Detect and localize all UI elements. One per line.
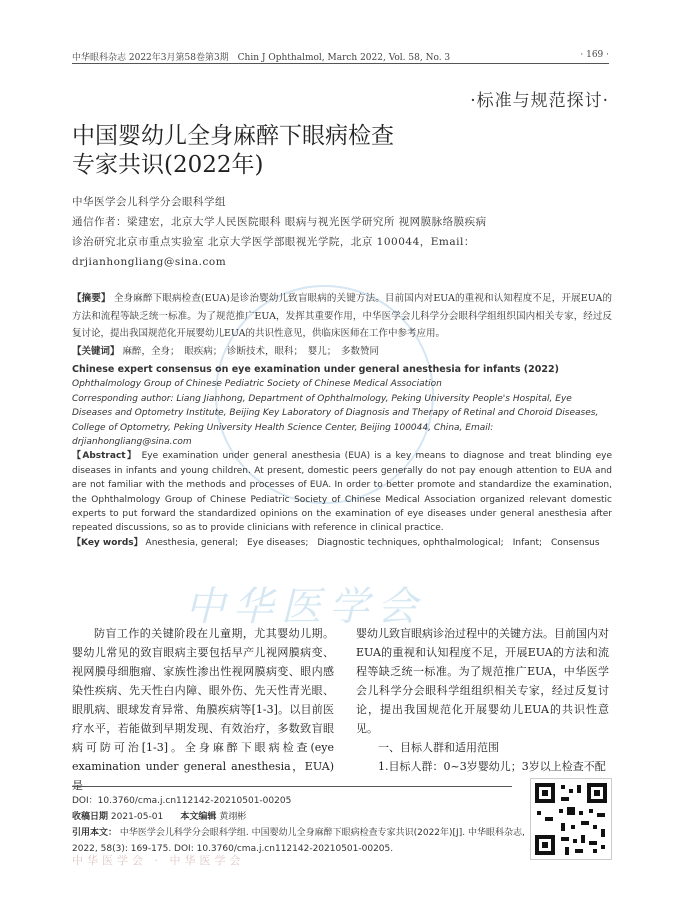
received-label: 收稿日期 (72, 812, 109, 822)
english-corresponding: Corresponding author: Liang Jianhong, Department of Ophthalmology, Peking University People's Hospital, Eye Diseases and Optometry Institute, Beijing Key Laboratory of Diagnosis and Therapy of Retinal and Choroid Diseases, College of Optometry, Peking University Health Science Center, Beijing 100044, China, Email: drjianhongliang@sina.com (72, 393, 599, 448)
org-line-3: 诊治研究北京市重点实验室 北京大学医学部眼视光学院，北京 100044，Email： (72, 236, 475, 248)
author-affiliation (72, 192, 612, 272)
page-number: · 169 · (580, 50, 609, 60)
abstract-label: 【摘要】 (72, 293, 111, 304)
article-title (72, 122, 394, 180)
cite-label: 引用本文： (72, 828, 118, 838)
section-heading: 一、目标人群和适用范围 (378, 741, 499, 754)
english-keywords-text: Anesthesia, general; Eye diseases; Diagnostic techniques, ophthalmological; Infant; Consensus (145, 537, 600, 548)
running-header: 中华眼科杂志 2022年3月第58卷第3期 Chin J Ophthalmol, March 2022, Vol. 58, No. 3 (72, 53, 451, 63)
body-column-right (356, 624, 609, 776)
body-paragraph: 1.目标人群：0~3岁婴幼儿；3岁以上检查不配 (378, 760, 606, 773)
title-line-2: 专家共识(2022年) (72, 152, 264, 178)
org-email[interactable]: drjianhongliang@sina.com (72, 256, 227, 268)
calligraphy-watermark: 中华医学会 (185, 584, 425, 630)
english-group: Ophthalmology Group of Chinese Pediatric Society of Chinese Medical Association (72, 379, 442, 390)
editor-name: 黄翊彬 (219, 812, 247, 822)
keywords-text: 麻醉，全身； 眼疾病； 诊断技术，眼科； 婴儿； 多数赞同 (122, 345, 380, 357)
english-keywords-label: 【Key words】 (72, 537, 143, 548)
section-tag: ·标准与规范探讨· (470, 91, 609, 111)
title-line-1: 中国婴幼儿全身麻醉下眼病检查 (72, 123, 394, 149)
english-abstract-label: 【Abstract】 (72, 451, 138, 462)
citation: 中华医学会儿科学分会眼科学组. 中国婴幼儿全身麻醉下眼病检查专家共识(2022年)[J]. 中华眼科杂志, 2022, 58(3): 169-175. DOI: 10.3760/cma.j.cn112142-20210501-00205. (72, 828, 525, 854)
abstract-chinese (72, 290, 612, 360)
abstract-text: 全身麻醉下眼病检查(EUA)是诊治婴幼儿致盲眼病的关键方法。目前国内对EUA的重视和认知程度不足，开展EUA的方法和流程等缺乏统一标准。为了规范推广EUA，发挥其重要作用，中华医学会儿科学分会眼科学组组织国内相关专家，经过反复讨论，提出我国规范化开展婴幼儿EUA的共识性意见，供临床医师在工作中参考应用。 (72, 293, 612, 339)
org-line-1: 中华医学会儿科学分会眼科学组 (72, 196, 226, 208)
org-line-2: 通信作者：梁建宏，北京大学人民医院眼科 眼病与视光医学研究所 视网膜脉络膜疾病 (72, 216, 487, 228)
editor-label: 本文编辑 (180, 812, 217, 822)
body-paragraph: 防盲工作的关键阶段在儿童期，尤其婴幼儿期。婴幼儿常见的致盲眼病主要包括早产儿视网膜病变、视网膜母细胞瘤、家族性渗出性视网膜病变、眼内感染性疾病、先天性白内障、眼外伤、先天性青光眼、眼肌病、眼球发育异常、角膜疾病等[1-3]。以目前医疗水平，若能做到早期发现、有效治疗，多数致盲眼病可防可治[1-3]。全身麻醉下眼病检查(eye examination under general anesthesia，EUA)是 (72, 627, 334, 792)
article-metadata (72, 793, 527, 857)
body-paragraph: 婴幼儿致盲眼病诊治过程中的关键方法。目前国内对EUA的重视和认知程度不足，开展EUA的方法和流程等缺乏统一标准。为了规范推广EUA，中华医学会儿科学分会眼科学组组织相关专家，经过反复讨论，提出我国规范化开展婴幼儿EUA的共识性意见。 (356, 627, 609, 735)
received-date: 2021-05-01 (110, 812, 164, 822)
english-abstract-text: Eye examination under general anesthesia (EUA) is a key means to diagnose and treat blinding eye diseases in infants and young children. At present, domestic peers generally do not pay enough attention to EUA and are not familiar with the methods and processes of EUA. In order to better promote and standardize the examination, the Ophthalmology Group of Chinese Pediatric Society of Chinese Medical Association organized relevant domestic experts to put forward the standardized opinions on the examination of eye diseases under general anesthesia after repeated discussions, so as to provide clinicians with reference in clinical practice. (72, 451, 612, 534)
qr-code[interactable] (530, 778, 612, 860)
footnote-rule (72, 786, 512, 787)
qr-code-icon (531, 779, 611, 859)
doi[interactable]: DOI：10.3760/cma.j.cn112142-20210501-00205 (72, 796, 292, 806)
keywords-label: 【关键词】 (72, 345, 120, 357)
footer-logo-watermark: 中华医学会 · 中华医学会 (72, 854, 245, 867)
body-column-left (72, 624, 334, 795)
english-abstract (72, 363, 612, 550)
header-rule (72, 63, 609, 64)
english-title: Chinese expert consensus on eye examination under general anesthesia for infants (2022) (72, 364, 559, 375)
